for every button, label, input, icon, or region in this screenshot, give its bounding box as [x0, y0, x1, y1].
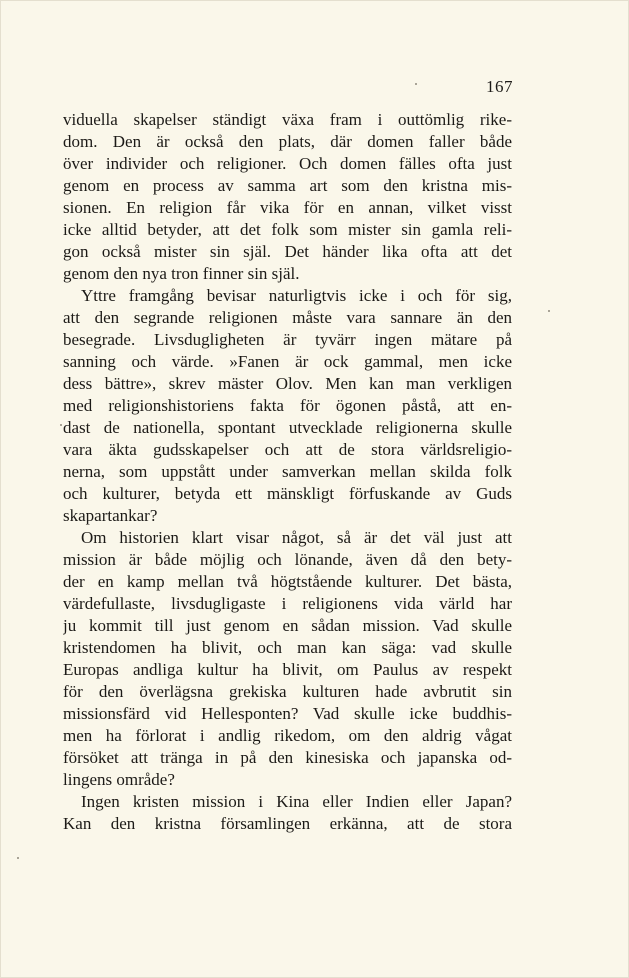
text-line: värdefullaste, livsdugligaste i religionens vida värld har — [63, 594, 512, 613]
text-line: sanning och värde. »Fanen är ock gammal, men icke — [63, 352, 512, 371]
text-line: men ha förlorat i andlig rikedom, om den aldrig vågat — [63, 726, 512, 745]
text-line: ju kommit till just genom en sådan mission. Vad skulle — [63, 616, 512, 635]
text-line: Yttre framgång bevisar naturligtvis icke i och för sig, — [81, 286, 512, 305]
text-line: Kan den kristna församlingen erkänna, att de stora — [63, 814, 512, 833]
body-text — [63, 109, 512, 835]
text-line: Europas andliga kultur ha blivit, om Paulus av respekt — [63, 660, 512, 679]
text-line: mission är både möjlig och lönande, även då den bety- — [63, 550, 512, 569]
text-line: och kulturer, betyda ett mänskligt förfuskande av Guds — [63, 484, 512, 503]
text-line: dom. Den är också den plats, där domen faller både — [63, 132, 512, 151]
text-line: der en kamp mellan två högtstående kulturer. Det bästa, — [63, 572, 512, 591]
page-number: 167 — [486, 77, 513, 96]
text-line: att den segrande religionen måste vara sannare än den — [63, 308, 512, 327]
text-line: försöket att tränga in på den kinesiska och japanska od- — [63, 748, 512, 767]
text-line: Om historien klart visar något, så är det väl just att — [81, 528, 512, 547]
text-line: genom en process av samma art som den kristna mis- — [63, 176, 512, 195]
paper-speck — [415, 83, 417, 85]
text-line: sionen. En religion får vika för en annan, vilket visst — [63, 198, 512, 217]
text-line: besegrade. Livsdugligheten är tyvärr ingen mätare på — [63, 330, 512, 349]
paper-speck — [60, 424, 62, 426]
text-line: dast de nationella, spontant utvecklade religionerna skulle — [63, 418, 512, 437]
text-line: skapartankar? — [63, 506, 158, 525]
text-line: gon också mister sin själ. Det händer lika ofta att det — [63, 242, 512, 261]
text-line: genom den nya tron finner sin själ. — [63, 264, 300, 283]
paper-speck — [548, 310, 550, 312]
text-line: nerna, som uppstått under samverkan mellan skilda folk — [63, 462, 512, 481]
paper-speck — [17, 857, 19, 859]
text-line: dess bättre», skrev mäster Olov. Men kan man verkligen — [63, 374, 512, 393]
text-line: kristendomen ha blivit, och man kan säga: vad skulle — [63, 638, 512, 657]
text-line: icke alltid betyder, att det folk som mister sin gamla reli- — [63, 220, 512, 239]
text-line: för den överlägsna grekiska kulturen hade avbrutit sin — [63, 682, 512, 701]
text-line: med religionshistoriens fakta för ögonen påstå, att en- — [63, 396, 512, 415]
text-line: över individer och religioner. Och domen fälles ofta just — [63, 154, 512, 173]
text-line: Ingen kristen mission i Kina eller Indien eller Japan? — [81, 792, 512, 811]
text-line: missionsfärd vid Hellesponten? Vad skulle icke buddhis- — [63, 704, 512, 723]
text-line: vara äkta gudsskapelser och att de stora världsreligio- — [63, 440, 512, 459]
text-line: viduella skapelser ständigt växa fram i outtömlig rike- — [63, 110, 512, 129]
text-line: lingens område? — [63, 770, 175, 789]
